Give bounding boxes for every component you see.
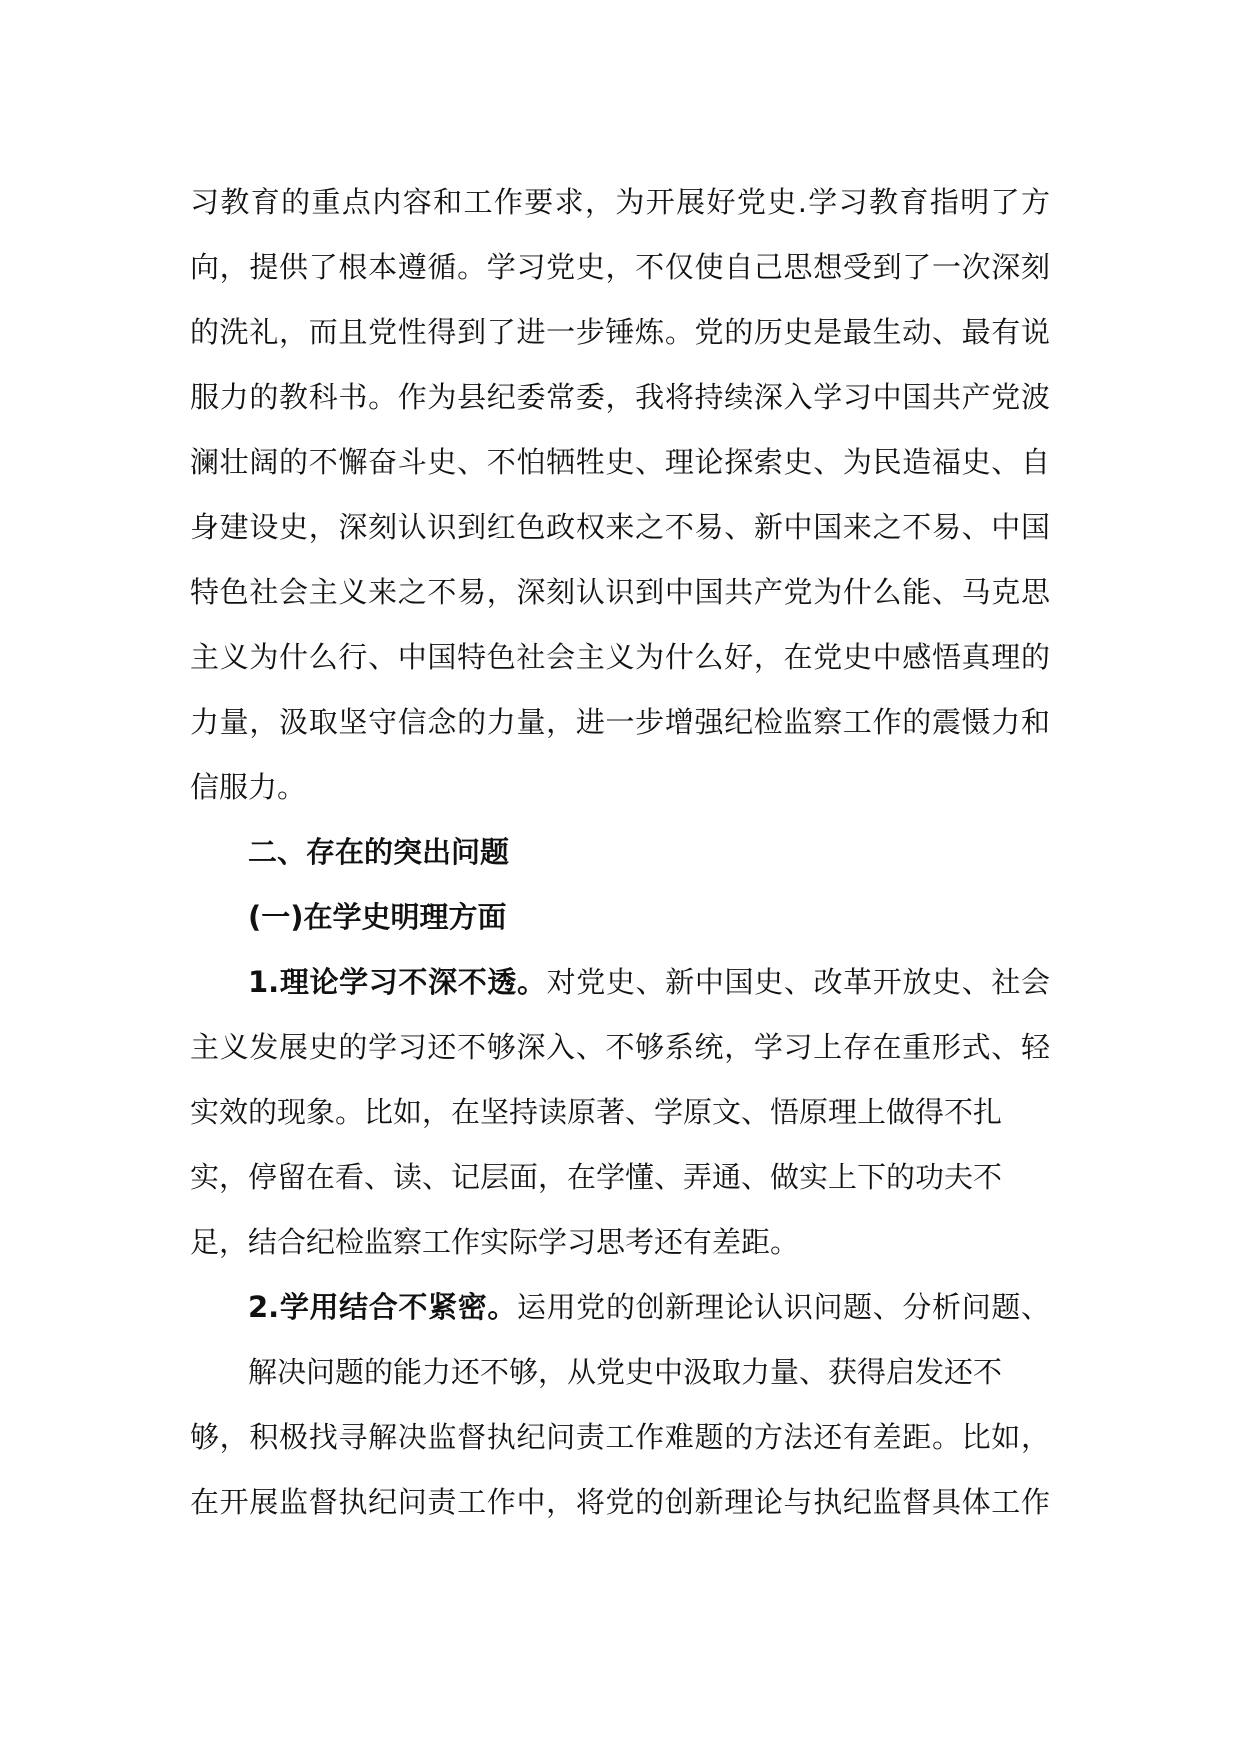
item-title: 2.学用结合不紧密。 — [248, 1290, 518, 1324]
item-text: 运用党的创新理论认识问题、分析问题、 — [517, 1290, 1050, 1324]
body-line: 特色社会主义来之不易，深刻认识到中国共产党为什么能、马克思 — [190, 575, 1050, 609]
item-first-line — [190, 1275, 1050, 1340]
body-line: 力量，汲取坚守信念的力量，进一步增强纪检监察工作的震慑力和 — [190, 705, 1050, 739]
body-line: 实，停留在看、读、记层面，在学懂、弄通、做实上下的功夫不 — [190, 1160, 1003, 1194]
document-body — [190, 170, 1050, 1535]
item-first-line — [190, 950, 1050, 1015]
item-title: 1.理论学习不深不透。 — [248, 965, 547, 999]
body-line: 够，积极找寻解决监督执纪问责工作难题的方法还有差距。比如， — [190, 1420, 1050, 1454]
body-line: 主义发展史的学习还不够深入、不够系统，学习上存在重形式、轻 — [190, 1030, 1050, 1064]
subsection-heading: (一)在学史明理方面 — [248, 900, 507, 934]
body-line: 向，提供了根本遵循。学习党史，不仅使自己思想受到了一次深刻 — [190, 250, 1050, 284]
body-line: 在开展监督执纪问责工作中，将党的创新理论与执纪监督具体工作 — [190, 1485, 1050, 1519]
body-line: 实效的现象。比如，在坚持读原著、学原文、悟原理上做得不扎 — [190, 1095, 1003, 1129]
body-line: 习教育的重点内容和工作要求，为开展好党史.学习教育指明了方 — [190, 185, 1050, 219]
body-line: 服力的教科书。作为县纪委常委，我将持续深入学习中国共产党波 — [190, 380, 1050, 414]
body-line: 澜壮阔的不懈奋斗史、不怕牺牲史、理论探索史、为民造福史、自 — [190, 445, 1050, 479]
body-line: 足，结合纪检监察工作实际学习思考还有差距。 — [190, 1225, 800, 1259]
body-line: 的洗礼，而且党性得到了进一步锤炼。党的历史是最生动、最有说 — [190, 315, 1050, 349]
section-heading: 二、存在的突出问题 — [248, 835, 510, 869]
body-line: 身建设史，深刻认识到红色政权来之不易、新中国来之不易、中国 — [190, 510, 1050, 544]
body-line: 主义为什么行、中国特色社会主义为什么好，在党史中感悟真理的 — [190, 640, 1050, 674]
item-text: 对党史、新中国史、改革开放史、社会 — [546, 965, 1050, 999]
body-line: 解决问题的能力还不够，从党史中汲取力量、获得启发还不 — [248, 1355, 1003, 1389]
body-line: 信服力。 — [190, 770, 307, 804]
